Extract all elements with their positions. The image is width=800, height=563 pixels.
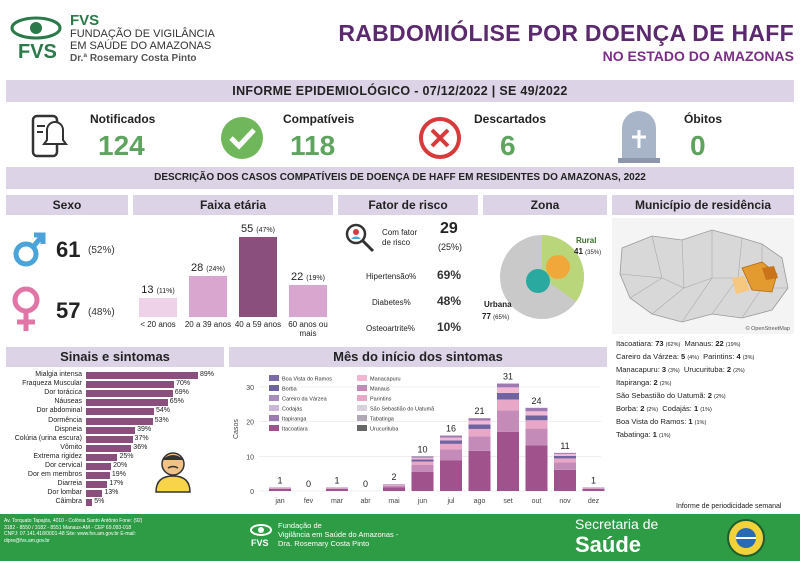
faixa-bar — [189, 276, 227, 317]
zona-rural-stat: 41 (35%) — [574, 247, 601, 256]
sinais-value: 20% — [113, 462, 127, 470]
fator-row-label: Osteoartrite% — [366, 324, 415, 333]
description-bar: DESCRIÇÃO DOS CASOS COMPATÍVEIS DE DOENÇA DE HAFF EM RESIDENTES DO AMAZONAS, 2022 — [6, 167, 794, 189]
fator-title: Fator de risco — [338, 195, 478, 215]
month-bar-segment — [497, 393, 519, 400]
faixa-value-label: 13 (11%) — [133, 284, 183, 296]
month-total-label: 31 — [503, 372, 513, 382]
legend-swatch — [269, 405, 279, 411]
legend-label: Tabatinga — [370, 417, 395, 423]
map-credit[interactable]: © OpenStreetMap — [746, 326, 790, 332]
x-tick-label: out — [532, 498, 542, 505]
sinais-bar — [86, 390, 173, 397]
month-bar-segment — [497, 387, 519, 393]
fvs-logo — [8, 10, 288, 70]
kpi-descartados-value: 6 — [500, 130, 516, 162]
month-bar-segment — [554, 454, 576, 456]
month-total-label: 1 — [334, 476, 339, 486]
kpi-obitos-label: Óbitos — [684, 112, 722, 126]
month-bar-segment — [554, 458, 576, 462]
legend-swatch — [357, 425, 367, 431]
month-total-label: 10 — [417, 444, 427, 454]
sinais-label: Dor abdominal — [6, 407, 82, 415]
zona-title: Zona — [483, 195, 607, 215]
sinais-bar — [86, 381, 174, 388]
month-bar-segment — [412, 462, 434, 465]
sinais-bar — [86, 399, 168, 406]
month-bar-segment — [469, 424, 491, 429]
month-bar-segment — [526, 408, 548, 411]
y-tick-label: 10 — [246, 454, 254, 461]
fator-row-label: Hipertensão% — [366, 272, 416, 281]
fator-com-label: Com fator de risco — [382, 228, 426, 248]
x-tick-label: fev — [304, 498, 314, 505]
kpi-compativeis-value: 118 — [290, 130, 335, 162]
faixa-bar — [289, 285, 327, 317]
tombstone-icon — [614, 110, 664, 169]
phone-bell-icon — [25, 112, 71, 162]
legend-swatch — [269, 415, 279, 421]
sinais-label: Fraqueza Muscular — [6, 380, 82, 388]
faixa-category-label: 20 a 39 anos — [183, 320, 233, 329]
sexo-title: Sexo — [6, 195, 128, 215]
sinais-label: Câimbra — [6, 498, 82, 506]
fator-row-value: 69% — [437, 268, 461, 282]
sinais-bar — [86, 436, 133, 443]
org-line1: FUNDAÇÃO DE VIGILÂNCIA — [70, 28, 215, 40]
sinais-label: Náuseas — [6, 398, 82, 406]
faixa-value-label: 22 (19%) — [283, 271, 333, 283]
month-bar-segment — [440, 460, 462, 491]
sinais-label: Dor em membros — [6, 471, 82, 479]
municipio-row: Borba: 2 (2%) Codajás: 1 (1%) — [616, 403, 796, 416]
city-icon — [526, 269, 550, 293]
sinais-bar — [86, 427, 135, 434]
sinais-bar — [86, 481, 107, 488]
month-bar-segment — [440, 449, 462, 460]
legend-swatch — [269, 385, 279, 391]
fator-row-label: Diabetes% — [372, 298, 411, 307]
zona-urbana-stat: 77 (65%) — [482, 312, 509, 321]
month-bar-segment — [383, 487, 405, 491]
month-total-label: 11 — [560, 441, 569, 451]
faixa-category-label: 60 anos ou mais — [283, 320, 333, 338]
footer-org: Fundação de Vigilância em Saúde do Amazonas - Dra. Rosemary Costa Pinto — [278, 521, 398, 548]
kpi-notificados-label: Notificados — [90, 112, 155, 126]
zona-rural-label: Rural — [576, 236, 596, 245]
month-total-label: 0 — [363, 479, 368, 489]
sinais-label: Dormência — [6, 417, 82, 425]
municipio-row: Itapiranga: 2 (2%) — [616, 377, 796, 390]
female-count: 57 — [56, 298, 80, 324]
x-tick-label: jun — [417, 498, 427, 505]
month-bar-segment — [469, 421, 491, 425]
legend-label: Boa Vista do Ramos — [282, 377, 332, 383]
sinais-label: Vômito — [6, 444, 82, 452]
org-short: FVS — [70, 12, 99, 29]
month-bar-segment — [497, 384, 519, 388]
legend-label: Parintins — [370, 397, 392, 403]
sinais-label: Dor lombar — [6, 489, 82, 497]
fator-row-value: 48% — [437, 294, 461, 308]
month-bar-segment — [497, 410, 519, 431]
municipio-row: Itacoatiara: 73 (62%) Manaus: 22 (19%) — [616, 338, 796, 351]
month-bar-segment — [554, 456, 576, 458]
y-tick-label: 30 — [246, 385, 254, 392]
org-line2: EM SAÚDE DO AMAZONAS — [70, 40, 211, 52]
month-bar-segment — [583, 489, 605, 491]
sinais-label: Diarreia — [6, 480, 82, 488]
legend-swatch — [357, 395, 367, 401]
mes-title: Mês do início dos sintomas — [229, 347, 607, 367]
legend-swatch — [357, 405, 367, 411]
footer-saude: Saúde — [575, 532, 641, 558]
month-bar-segment — [497, 432, 519, 491]
svg-text:FVS: FVS — [18, 41, 57, 63]
month-total-label: 16 — [446, 424, 456, 434]
month-total-label: 1 — [277, 476, 282, 486]
month-bar-segment — [497, 399, 519, 410]
month-bar-segment — [269, 489, 291, 491]
footer — [0, 514, 800, 561]
sinais-bar — [86, 408, 154, 415]
sinais-bar — [86, 463, 111, 470]
periodicidade-note: Informe de periodicidade semanal — [676, 503, 781, 510]
kpi-obitos-value: 0 — [690, 130, 706, 162]
kpi-notificados-value: 124 — [98, 130, 145, 162]
page-subtitle: NO ESTADO DO AMAZONAS — [400, 48, 794, 64]
sinais-label: Dor torácica — [6, 389, 82, 397]
sinais-value: 53% — [155, 417, 169, 425]
male-count: 61 — [56, 237, 80, 263]
magnifier-person-icon — [344, 222, 376, 259]
legend-label: Urucurituba — [370, 427, 399, 433]
fator-com-value: 29 — [440, 220, 458, 238]
legend-label: Codajás — [282, 407, 302, 413]
sinais-label: Mialgia intensa — [6, 371, 82, 379]
mes-chart — [229, 369, 607, 514]
sinais-label: Colúria (urina escura) — [6, 435, 82, 443]
faixa-bar — [239, 237, 277, 317]
legend-label: Itacoatiara — [282, 427, 309, 433]
svg-text:FVS: FVS — [251, 538, 269, 548]
sinais-label: Dor cervical — [6, 462, 82, 470]
fvs-footer-logo-icon — [250, 522, 272, 555]
x-tick-label: set — [503, 498, 512, 505]
month-bar-segment — [583, 488, 605, 489]
month-total-label: 1 — [591, 476, 596, 486]
faixa-category-label: 40 a 59 anos — [233, 320, 283, 329]
month-bar-segment — [440, 438, 462, 441]
month-total-label: 0 — [306, 479, 311, 489]
x-tick-label: mar — [331, 498, 344, 505]
municipio-row: Manacapuru: 3 (3%) Urucurituba: 2 (2%) — [616, 364, 796, 377]
month-bar-segment — [526, 411, 548, 415]
kpi-descartados-label: Descartados — [474, 112, 546, 126]
month-bar-segment — [469, 418, 491, 420]
zona-urbana-label: Urbana — [484, 300, 512, 309]
sinais-value: 19% — [112, 471, 126, 479]
legend-swatch — [269, 395, 279, 401]
check-icon — [220, 116, 264, 165]
sinais-value: 54% — [156, 407, 170, 415]
faixa-value-label: 28 (24%) — [183, 262, 233, 274]
male-icon — [12, 230, 46, 275]
sinais-bar — [86, 454, 117, 461]
sinais-bar — [86, 418, 153, 425]
sinais-value: 25% — [119, 453, 133, 461]
sinais-title: Sinais e sintomas — [6, 347, 224, 367]
month-bar-segment — [412, 472, 434, 491]
x-circle-icon — [418, 116, 462, 165]
x-tick-label: dez — [588, 498, 600, 505]
x-tick-label: nov — [559, 498, 571, 505]
sinais-bar — [86, 472, 110, 479]
month-bar-segment — [326, 488, 348, 489]
legend-swatch — [269, 425, 279, 431]
page-title: RABDOMIÓLISE POR DOENÇA DE HAFF — [300, 20, 794, 47]
sinais-value: 13% — [104, 489, 118, 497]
sinais-value: 65% — [170, 398, 184, 406]
female-pct: (48%) — [88, 307, 115, 318]
sinais-value: 70% — [176, 380, 190, 388]
sinais-value: 89% — [200, 371, 214, 379]
sinais-value: 39% — [137, 426, 151, 434]
legend-label: Careiro da Várzea — [282, 397, 328, 403]
informe-bar: INFORME EPIDEMIOLÓGICO - 07/12/2022 | SE 49/2022 — [6, 80, 794, 102]
fator-com-pct: (25%) — [438, 242, 462, 252]
sinais-bar — [86, 499, 92, 506]
municipio-row: Tabatinga: 1 (1%) — [616, 429, 796, 442]
month-bar-segment — [440, 436, 462, 438]
faixa-value-label: 55 (47%) — [233, 223, 283, 235]
male-pct: (52%) — [88, 245, 115, 256]
month-total-label: 21 — [474, 406, 484, 416]
sinais-bar — [86, 490, 102, 497]
month-bar-segment — [440, 444, 462, 450]
sinais-value: 5% — [94, 498, 104, 506]
footer-address: Av. Torquato Tapajós, 4010 - Colônia Santo Antônio Fone: (92) 3182 - 8550 / 3182 - 8551 Manaus-AM - CEP 69.093-018 CNPJ: 07.141.418/0001-48 Site: www.fvs.am.gov.br E-mail: dipre@fvs.am.gov.br — [4, 518, 144, 544]
month-bar-segment — [412, 465, 434, 472]
faixa-chart — [133, 217, 333, 342]
month-bar-segment — [440, 440, 462, 443]
x-tick-label: mai — [388, 498, 400, 505]
y-axis-label: Casos — [233, 419, 240, 439]
month-bar-segment — [469, 429, 491, 436]
month-bar-segment — [554, 470, 576, 491]
municipio-row: São Sebastião do Uatumã: 2 (2%) — [616, 390, 796, 403]
legend-swatch — [357, 415, 367, 421]
legend-label: São Sebastião do Uatumã — [370, 407, 435, 413]
kpi-compativeis-label: Compatíveis — [283, 112, 354, 126]
month-bar-segment — [554, 462, 576, 470]
farm-icon — [546, 255, 570, 279]
sinais-label: Dispneia — [6, 426, 82, 434]
footer-secretaria: Secretaria de — [575, 516, 658, 532]
sinais-label: Extrema rigidez — [6, 453, 82, 461]
month-total-label: 24 — [531, 396, 541, 406]
sinais-bar — [86, 445, 131, 452]
month-bar-segment — [526, 415, 548, 420]
sick-person-icon — [150, 448, 196, 499]
month-bar-segment — [469, 451, 491, 491]
month-bar-segment — [469, 436, 491, 451]
female-icon — [10, 285, 44, 338]
month-bar-segment — [526, 420, 548, 428]
municipio-row: Boa Vista do Ramos: 1 (1%) — [616, 416, 796, 429]
month-bar-segment — [554, 453, 576, 454]
eye-logo-icon — [8, 14, 64, 64]
month-bar-segment — [526, 429, 548, 446]
month-bar-segment — [412, 458, 434, 460]
legend-swatch — [357, 375, 367, 381]
x-tick-label: abr — [360, 498, 371, 505]
sinais-bar — [86, 372, 198, 379]
month-bar-segment — [269, 488, 291, 489]
legend-label: Borba — [282, 387, 298, 393]
legend-label: Manaus — [370, 387, 390, 393]
month-bar-segment — [412, 456, 434, 457]
month-bar-segment — [412, 459, 434, 461]
x-tick-label: jul — [446, 498, 454, 505]
legend-label: Itapiranga — [282, 417, 307, 423]
faixa-title: Faixa etária — [133, 195, 333, 215]
faixa-category-label: < 20 anos — [133, 320, 183, 329]
fator-row-value: 10% — [437, 320, 461, 334]
legend-label: Manacapuru — [370, 377, 401, 383]
y-tick-label: 20 — [246, 420, 254, 427]
month-bar-segment — [383, 485, 405, 486]
municipio-title: Município de residência — [612, 195, 794, 215]
sinais-value: 17% — [109, 480, 123, 488]
month-total-label: 2 — [391, 472, 396, 482]
y-tick-label: 0 — [250, 489, 254, 496]
amazonas-coat-icon — [726, 518, 766, 563]
sinais-value: 36% — [133, 444, 147, 452]
x-tick-label: jan — [274, 498, 284, 505]
month-bar-segment — [326, 489, 348, 491]
sinais-value: 37% — [135, 435, 149, 443]
municipio-row: Careiro da Várzea: 5 (4%) Parintins: 4 (3%) — [616, 351, 796, 364]
faixa-bar — [139, 298, 177, 317]
sinais-value: 69% — [175, 389, 189, 397]
amazonas-map[interactable] — [612, 218, 794, 334]
legend-swatch — [269, 375, 279, 381]
x-tick-label: ago — [474, 498, 486, 505]
org-person: Dr.ª Rosemary Costa Pinto — [70, 53, 197, 64]
legend-swatch — [357, 385, 367, 391]
month-bar-segment — [383, 486, 405, 487]
month-bar-segment — [526, 445, 548, 491]
municipio-list — [616, 338, 796, 442]
